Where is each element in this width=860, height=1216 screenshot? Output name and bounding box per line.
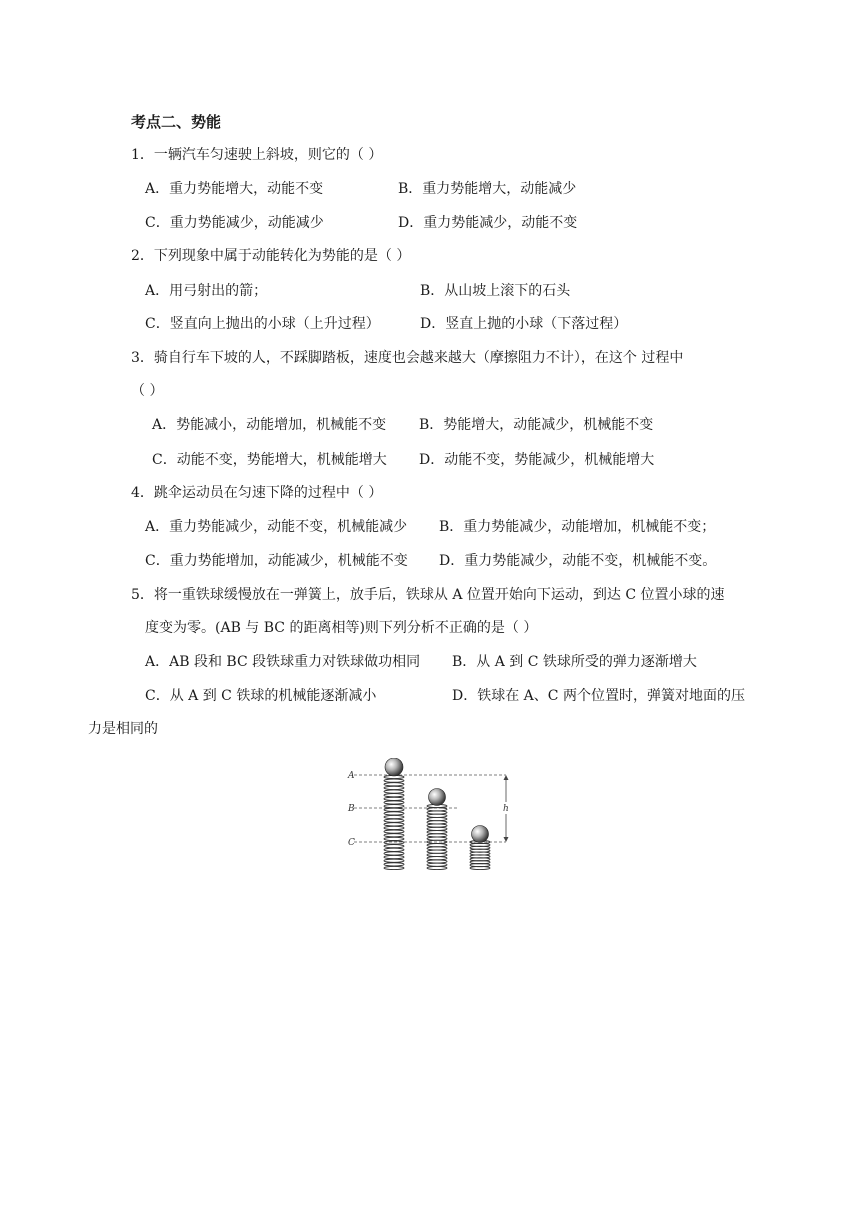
q1-option-a: A．重力势能增大，动能不变 [145,181,324,197]
q1-option-c: C．重力势能减少，动能减少 [145,215,324,231]
q2-option-a: A．用弓射出的箭； [145,283,268,299]
spring-coil [427,863,447,866]
q4-stem: 4．跳伞运动员在匀速下降的过程中（ ） [131,485,383,501]
spring-coil [384,834,404,837]
spring-coil [384,826,404,829]
q2-option-b: B．从山坡上滚下的石头 [420,283,571,299]
q5-option-d-cont: 力是相同的 [88,721,158,737]
q1-option-d: D．重力势能减少，动能不变 [398,215,578,231]
q1-stem: 1．一辆汽车匀速驶上斜坡，则它的（ ） [131,147,383,163]
ball-at-c [472,826,489,843]
section-title: 考点二、势能 [131,113,222,131]
q3-stem-cont: （ ） [131,383,164,399]
spring-coil [427,831,447,834]
label-c: C [348,838,355,848]
label-b: B [348,804,355,814]
spring-coil [427,850,447,853]
spring-diagram [346,758,518,872]
q3-option-b: B．势能增大，动能减少，机械能不变 [419,417,654,433]
spring-coil [384,808,404,811]
spring-coil [427,866,447,869]
spring-coil [384,794,404,797]
spring-coil [384,790,404,793]
h-arrow-bottom [504,837,509,842]
spring-coil [384,797,404,800]
spring-coil [384,805,404,808]
q5-option-a: A．AB 段和 BC 段铁球重力对铁球做功相同 [145,654,421,670]
spring-coil [427,853,447,856]
spring-coil [384,801,404,804]
q2-option-d: D．竖直上抛的小球（下落过程） [420,316,628,332]
q4-option-d: D．重力势能减少，动能不变，机械能不变。 [439,553,717,569]
q2-option-c: C．竖直向上抛出的小球（上升过程） [145,316,380,332]
ball-at-a [385,758,403,776]
h-arrow-top [504,775,509,780]
spring-coil [427,811,447,814]
spring-coil [384,863,404,866]
q5-stem: 5．将一重铁球缓慢放在一弹簧上，放手后，铁球从 A 位置开始向下运动，到达 C 位置小球的速 [131,587,725,603]
q3-option-a: A．势能减小，动能增加，机械能不变 [152,417,387,433]
spring-coil [427,834,447,837]
q5-stem-cont: 度变为零。(AB 与 BC 的距离相等)则下列分析不正确的是（ ） [145,620,538,636]
q4-option-b: B．重力势能减少，动能增加，机械能不变； [439,519,716,535]
spring-coil [384,786,404,789]
q4-option-a: A．重力势能减少，动能不变，机械能减少 [145,519,408,535]
spring-coil [427,844,447,847]
spring-coil [427,827,447,830]
q5-option-c: C．从 A 到 C 铁球的机械能逐渐减小 [145,688,377,704]
spring-coil [384,815,404,818]
spring-coil [384,859,404,862]
spring-coil [427,814,447,817]
spring-coil [384,837,404,840]
spring-coil [384,812,404,815]
q5-option-d: D．铁球在 A、C 两个位置时，弹簧对地面的压 [452,688,745,704]
spring-compressed [470,840,490,869]
spring-coil [384,852,404,855]
ball-at-b [429,789,446,806]
spring-coil [384,783,404,786]
q2-stem: 2．下列现象中属于动能转化为势能的是（ ） [131,248,411,264]
spring-half-compressed [427,804,447,869]
spring-coil [384,845,404,848]
spring-coil [384,841,404,844]
q3-stem: 3．骑自行车下坡的人，不踩脚踏板，速度也会越来越大（摩擦阻力不计），在这个 过程中 [131,350,684,366]
spring-coil [384,819,404,822]
q5-option-b: B．从 A 到 C 铁球所受的弹力逐渐增大 [452,654,697,670]
spring-coil [384,866,404,869]
spring-diagram-svg [346,758,518,872]
spring-coil [427,857,447,860]
spring-coil [384,779,404,782]
label-h: h [503,804,509,814]
spring-coil [427,821,447,824]
spring-coil [384,823,404,826]
q3-option-d: D．动能不变，势能减少，机械能增大 [419,452,655,468]
spring-coil [384,830,404,833]
q1-option-b: B．重力势能增大，动能减少 [398,181,577,197]
spring-uncompressed [384,775,404,869]
spring-coil [384,855,404,858]
q4-option-c: C．重力势能增加，动能减少，机械能不变 [145,553,408,569]
spring-coil [427,847,447,850]
spring-coil [384,848,404,851]
spring-coil [427,817,447,820]
spring-coil [427,824,447,827]
q3-option-c: C．动能不变，势能增大，机械能增大 [152,452,387,468]
spring-coil [427,837,447,840]
spring-coil [427,860,447,863]
label-a: A [348,771,355,781]
